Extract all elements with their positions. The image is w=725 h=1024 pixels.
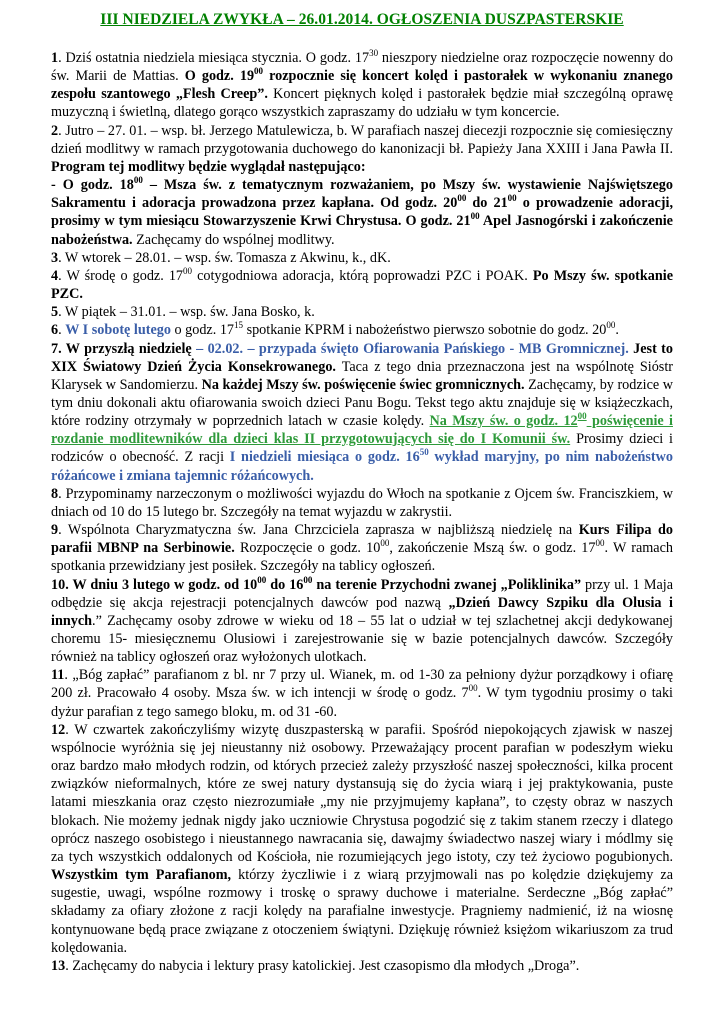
announcement-text: Program tej modlitwy będzie wyglądał następująco: — [51, 158, 366, 175]
announcement-text: „Dzień Dawcy Szpiku dla Olusia i innych — [51, 594, 673, 629]
announcement-text: o godz. 17 — [170, 322, 235, 339]
announcement-text: 3 lutego w godz. od 10 — [121, 576, 258, 593]
announcement-number: 8 — [51, 485, 59, 502]
announcement-item — [51, 666, 673, 720]
time-superscript: 00 — [577, 411, 587, 422]
time-superscript: 00 — [254, 66, 264, 77]
announcement-text: , zakończenie Mszą św. o godz. 17 — [389, 540, 596, 557]
announcement-text: .” Zachęcamy osoby zdrowe w wieku od 18 – 55 lat o udział w tej szlachetnej akcji dedykowanej choremu 15- miesięcznemu Olusiowi i zarejestrowanie się w bazie potencjalnych dawców. Szczegóły również na tablicy ogłoszeń oraz wyłożonych ulotkach. — [51, 612, 673, 666]
announcement-text: Rozpoczęcie o godz. 10 — [234, 540, 381, 557]
announcement-text: Kurs Filipa do parafii MBNP na Serbinowie. — [51, 522, 673, 557]
announcement-text: cotygodniowa adoracja, którą poprowadzi PZC i POAK. — [192, 267, 533, 284]
announcement-text: Na każdej Mszy św. poświęcenie świec gromnicznych. — [201, 376, 525, 393]
announcement-item — [51, 485, 673, 521]
announcement-text: Po Mszy św. spotkanie PZC. — [51, 267, 674, 303]
announcement-text: . Zachęcamy do nabycia i lektury prasy katolickiej. Jest czasopismo dla młodych „Droga”. — [65, 957, 580, 974]
announcement-number: 5 — [51, 304, 59, 321]
announcement-text: . W ramach spotkania przewidziany jest posiłek. Szczegóły na tablicy ogłoszeń. — [51, 540, 673, 575]
announcement-text: poświęcenie i rozdanie modlitewników dla dzieci klas II przygotowujących się do I Komunii św. — [51, 413, 673, 448]
announcement-text: - O godz. 18 — [51, 177, 134, 194]
announcement-text: Zachęcamy do wspólnej modlitwy. — [132, 231, 335, 248]
announcement-number: 7 — [51, 340, 59, 357]
announcement-item — [51, 321, 673, 339]
page-title: III NIEDZIELA ZWYKŁA – 26.01.2014. OGŁOSZENIA DUSZPASTERSKIE — [100, 11, 624, 28]
announcement-item — [51, 176, 673, 249]
announcement-text: . W wtorek – 28.01. – wsp. św. Tomasza z Akwinu, k., dK. — [58, 249, 391, 266]
announcement-text: . W przyszłą niedzielę — [58, 340, 192, 357]
announcement-text: I niedzieli miesiąca o godz. 16 — [229, 449, 420, 466]
announcement-text: . „Bóg zapłać” parafianom z bl. nr 7 przy ul. Wianek, m. od 1-30 za pełniony dyżur porządkowy i ofiarę 200 zł. Pracowało 4 osoby. Msza św. w ich intencji w środę o godz. 7 — [51, 667, 673, 702]
announcement-item — [51, 249, 673, 267]
time-superscript: 00 — [457, 193, 467, 204]
announcement-text: . W czwartek zakończyliśmy wizytę duszpasterską w parafii. Spośród niepokojących zjawisk w naszej wspólnocie wyróżnia się jej nieustanny niż osobowy. Przeważający procent parafian w podeszłym wieku oraz bardzo mało młodych rodzin, od których przecież zależy przyszłość naszej społeczności, kilka procent związków nieformalnych, które ze swej natury dystansują się do życia wiarą i jej praktykowania, puste latami mieszkania oraz często niezrozumiałe „my nie przyjmujemy kapłana”, to częsty obraz w naszych blokach. Nie możemy jednak nigdy jako uczniowie Chrystusa pogodzić się z takim stanem rzeczy i dlatego oprócz naszego osobistego i nieustannego nawracania się, dawajmy świadectwo naszej wiary i módlmy się za tych wszystkich oddalonych od Kościoła, nie rozumiejących jego istoty, czy też życiowo pogubionych. — [51, 721, 673, 865]
announcement-text: przy ul. 1 Maja odbędzie się akcja rejestracji potencjalnych dawców pod nazwą — [51, 576, 673, 611]
time-superscript: 00 — [303, 574, 313, 585]
announcement-number: 13 — [51, 957, 66, 974]
announcement-text: . — [615, 322, 619, 339]
announcement-text: . Przypominamy narzeczonym o możliwości wyjazdu do Włoch na spotkanie z Ojcem św. Franciszkiem, w dniach od 10 do 15 lutego br. Szczegóły na temat wyjazdu w zakrystii. — [51, 485, 673, 520]
time-superscript: 00 — [468, 683, 478, 694]
announcement-item — [51, 340, 673, 485]
announcement-text: Zachęcamy, by rodzice w tym dniu dokonali aktu ofiarowania swoich dzieci Panu Bogu. Tekst tego aktu znajduje się w książeczkach, które rodziny otrzymały w poprzednich latach w czasie kolędy. — [51, 376, 674, 430]
announcement-number: 12 — [51, 721, 66, 738]
time-superscript: 00 — [595, 538, 605, 549]
announcement-item — [51, 521, 673, 575]
announcement-text: Jest to XIX Światowy Dzień Życia Konsekrowanego. — [51, 340, 673, 375]
announcement-text: – 02.02. – przypada święto Ofiarowania Pańskiego - MB Gromnicznej. — [191, 340, 629, 357]
time-superscript: 00 — [183, 265, 193, 276]
time-superscript: 00 — [257, 574, 267, 585]
announcement-text: . W tym tygodniu prosimy o taki dyżur parafian z tego samego bloku, m. od 31 -60. — [51, 685, 673, 720]
announcement-text: . Wspólnota Charyzmatyczna św. Jana Chrzciciela zaprasza w najbliższą niedzielę na — [58, 522, 579, 539]
announcement-text: na terenie Przychodni zwanej „Poliklinika” — [312, 576, 582, 593]
time-superscript: 00 — [470, 211, 480, 222]
time-superscript: 00 — [507, 193, 517, 204]
time-superscript: 00 — [133, 175, 143, 186]
announcement-text: Taca z tego dnia przeznaczona jest na wspólnotę Sióstr Klarysek w Sandomierzu. — [51, 358, 673, 393]
announcement-text: o prowadzenie adoracji, prosimy w tym miesiącu Stowarzyszenie Krwi Chrystusa. O godz. 21 — [51, 195, 673, 230]
announcement-item — [51, 957, 673, 975]
announcements-list — [51, 49, 673, 975]
time-superscript: 30 — [369, 48, 379, 58]
time-superscript: 15 — [234, 320, 244, 331]
announcement-text: Apel Jasnogórski i zakończenie nabożeństwa. — [51, 213, 673, 248]
announcement-number: 4 — [51, 267, 59, 284]
announcement-text: do 16 — [266, 576, 304, 593]
announcement-item — [51, 576, 673, 667]
announcement-number: 11 — [51, 667, 65, 684]
announcement-text: rozpocznie się koncert kolęd i pastorałek w wykonaniu znanego zespołu szantowego „Flesh Creep”. — [51, 68, 673, 103]
announcement-text: . — [58, 322, 66, 339]
announcement-text: – Msza św. z tematycznym rozważaniem, po Mszy św. wystawienie Najświętszego Sakramentu i adoracja prowadzona przez kapłana. Od godz. 20 — [51, 177, 673, 212]
announcement-item — [51, 49, 673, 122]
announcement-item — [51, 267, 673, 303]
announcement-number: 1 — [51, 50, 59, 66]
announcement-number: 10 — [51, 576, 66, 593]
announcement-number: 6 — [51, 322, 59, 339]
announcement-item — [51, 122, 673, 176]
announcement-text: nieszpory niedzielne oraz rozpoczęcie nowenny do św. Marii de Mattias. — [51, 50, 673, 85]
time-superscript: 50 — [419, 447, 429, 458]
announcement-item — [51, 721, 673, 957]
announcement-number: 9 — [51, 522, 59, 539]
announcement-text: . W piątek – 31.01. – wsp. św. Jana Bosko, k. — [58, 304, 315, 321]
announcement-text: . W dniu — [65, 576, 122, 593]
announcement-text: Prosimy dzieci i rodziców o obecność. Z racji — [51, 431, 673, 466]
announcement-text: W I sobotę lutego — [65, 322, 171, 339]
announcement-text: do 21 — [466, 195, 508, 212]
announcement-text: Koncert pięknych kolęd i pastorałek będzie miał szczególną oprawę muzyczną i świetlną, dlatego gorąco wszystkich zapraszamy do udziału w tym koncercie. — [51, 86, 673, 121]
time-superscript: 00 — [380, 538, 390, 549]
announcement-text: . W środę o godz. 17 — [58, 267, 184, 284]
announcement-number: 2 — [51, 122, 59, 139]
time-superscript: 00 — [606, 320, 616, 331]
announcement-text: Wszystkim tym Parafianom, — [51, 867, 232, 884]
announcement-text: wykład maryjny, po nim nabożeństwo różańcowe i zmiana tajemnic różańcowych. — [51, 449, 673, 484]
announcement-item — [51, 303, 673, 321]
announcement-text: spotkanie KPRM i nabożeństwo pierwszo sobotnie do godz. 20 — [243, 322, 607, 339]
announcement-text: . Dziś ostatnia niedziela miesiąca stycznia. O godz. 17 — [58, 50, 370, 66]
announcement-text: Na Mszy św. o godz. 12 — [429, 413, 578, 430]
announcement-text: . Jutro – 27. 01. – wsp. bł. Jerzego Matulewicza, b. W parafiach naszej diecezji rozpocznie się comiesięczny dzień modlitwy w ramach przygotowania duchowego do kanonizacji bł. Papieży Jana XXIII i Jana Pawła II. — [51, 122, 673, 157]
announcement-text: którzy życzliwie i z wiarą przyjmowali nas po kolędzie dziękujemy za sugestie, uwagi, wspólne rozmowy i troskę o sprawy duchowe i materialne. Serdeczne „Bóg zapłać” składamy za ofiary złożone z racji kolędy na parafialne inwestycje. Pragniemy nadmienić, iż na wiosnę kontynuowane będą prace związane z otoczeniem świątyni. Dziękuję również księżom wikariuszom za trud kolędowania. — [51, 867, 674, 956]
announcement-text: O godz. 19 — [184, 68, 255, 85]
announcement-number: 3 — [51, 249, 59, 266]
